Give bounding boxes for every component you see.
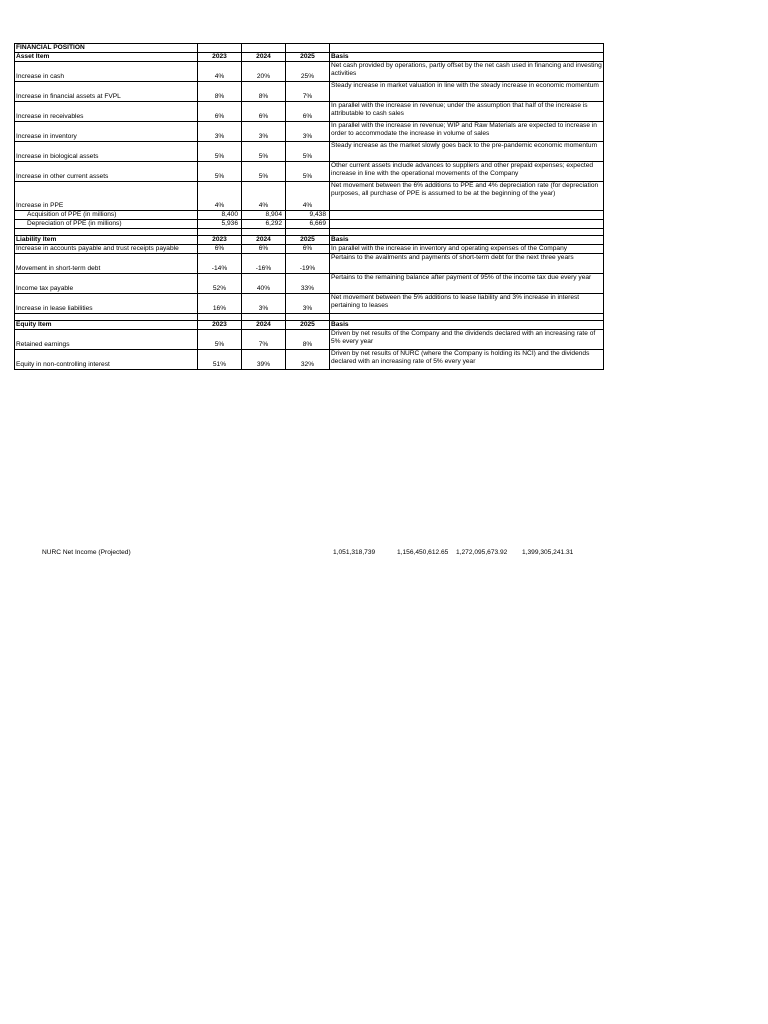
value-2023[interactable]: 3% [198, 122, 242, 142]
value-2023[interactable]: 4% [198, 62, 242, 82]
value-2024[interactable]: 6,292 [242, 220, 286, 229]
value-2024[interactable]: 39% [242, 350, 286, 370]
value-2024[interactable]: 4% [242, 182, 286, 211]
row-label[interactable]: Increase in cash [15, 62, 198, 82]
row-label[interactable]: Increase in lease liabilities [15, 294, 198, 314]
asset-item-header[interactable]: Asset Item [15, 53, 198, 62]
value-2023[interactable]: 8% [198, 82, 242, 102]
year-header-2023[interactable]: 2023 [198, 321, 242, 330]
nurc-net-income-value[interactable]: 1,156,450,612.65 [397, 549, 449, 556]
value-2025[interactable]: 6% [286, 102, 330, 122]
row-label[interactable]: Increase in financial assets at FVPL [15, 82, 198, 102]
value-2025[interactable]: 7% [286, 82, 330, 102]
table-row [15, 254, 604, 274]
basis-text[interactable]: Net movement between the 6% additions to PPE and 4% depreciation rate (for depreciation purposes, all purchase of PPE is assumed to be at the beginning of the year) [330, 182, 604, 211]
equity-item-header[interactable]: Equity Item [15, 321, 198, 330]
liability-header-row [15, 236, 604, 245]
spacer-row [15, 314, 604, 321]
value-2024[interactable]: 20% [242, 62, 286, 82]
liability-item-header[interactable]: Liability Item [15, 236, 198, 245]
row-label[interactable]: Increase in receivables [15, 102, 198, 122]
value-2024[interactable]: 5% [242, 162, 286, 182]
value-2025[interactable]: 5% [286, 142, 330, 162]
value-2025[interactable]: 6,669 [286, 220, 330, 229]
value-2023[interactable]: 6% [198, 102, 242, 122]
value-2024[interactable]: 7% [242, 330, 286, 350]
value-2025[interactable]: 33% [286, 274, 330, 294]
table-row [15, 162, 604, 182]
row-label[interactable]: Equity in non-controlling interest [15, 350, 198, 370]
basis-text[interactable]: Driven by net results of NURC (where the Company is holding its NCI) and the dividends declared with an increasing rate of 5% every year [330, 350, 604, 370]
row-label[interactable]: Income tax payable [15, 274, 198, 294]
year-header-2024[interactable]: 2024 [242, 236, 286, 245]
value-2024[interactable]: 3% [242, 294, 286, 314]
value-2023[interactable]: 5% [198, 142, 242, 162]
table-row [15, 211, 604, 220]
value-2023[interactable]: 52% [198, 274, 242, 294]
basis-text[interactable]: In parallel with the increase in revenue; under the assumption that half of the increase is attributable to cash sales [330, 102, 604, 122]
financial-position-sheet [14, 43, 604, 370]
value-2025[interactable]: 3% [286, 122, 330, 142]
value-2023[interactable]: -14% [198, 254, 242, 274]
value-2023[interactable]: 51% [198, 350, 242, 370]
sheet-title[interactable]: FINANCIAL POSITION [15, 44, 198, 53]
value-2024[interactable]: 6% [242, 102, 286, 122]
spacer-row [15, 229, 604, 236]
basis-text[interactable]: Net movement between the 5% additions to lease liability and 3% increase in interest pertaining to leases [330, 294, 604, 314]
value-2025[interactable]: 3% [286, 294, 330, 314]
equity-header-row [15, 321, 604, 330]
nurc-net-income-row [0, 549, 768, 559]
value-2024[interactable]: 3% [242, 122, 286, 142]
basis-header[interactable]: Basis [330, 321, 604, 330]
value-2024[interactable]: 5% [242, 142, 286, 162]
value-2025[interactable]: 25% [286, 62, 330, 82]
value-2025[interactable]: 32% [286, 350, 330, 370]
table-row [15, 62, 604, 82]
value-2024[interactable]: 6% [242, 245, 286, 254]
value-2023[interactable]: 8,400 [198, 211, 242, 220]
year-header-2025[interactable]: 2025 [286, 236, 330, 245]
basis-text[interactable]: In parallel with the increase in revenue; WIP and Raw Materials are expected to increase in order to accommodate the increase in volume of sales [330, 122, 604, 142]
year-header-2023[interactable]: 2023 [198, 236, 242, 245]
table-row [15, 350, 604, 370]
value-2024[interactable]: 8,904 [242, 211, 286, 220]
table-row [15, 82, 604, 102]
table-row [15, 274, 604, 294]
basis-text[interactable]: Pertains to the availments and payments of short-term debt for the next three years [330, 254, 604, 274]
nurc-net-income-value[interactable]: 1,051,318,739 [333, 549, 376, 556]
table-row [15, 330, 604, 350]
row-label[interactable]: Depreciation of PPE (in millions) [15, 220, 198, 229]
basis-text[interactable]: Driven by net results of the Company and the dividends declared with an increasing rate of 5% every year [330, 330, 604, 350]
basis-text[interactable]: In parallel with the increase in inventory and operating expenses of the Company [330, 245, 604, 254]
value-2023[interactable]: 5% [198, 330, 242, 350]
year-header-2025[interactable]: 2025 [286, 321, 330, 330]
table-row [15, 294, 604, 314]
row-label[interactable]: Increase in other current assets [15, 162, 198, 182]
basis-header[interactable]: Basis [330, 236, 604, 245]
value-2025[interactable]: 8% [286, 330, 330, 350]
value-2025[interactable]: 9,438 [286, 211, 330, 220]
basis-text[interactable]: Steady increase as the market slowly goes back to the pre-pandemic economic momentum [330, 142, 604, 162]
year-header-2023[interactable]: 2023 [198, 53, 242, 62]
table-row [15, 102, 604, 122]
value-2023[interactable]: 4% [198, 182, 242, 211]
year-header-2024[interactable]: 2024 [242, 53, 286, 62]
asset-header-row [15, 53, 604, 62]
basis-text[interactable]: Pertains to the remaining balance after payment of 95% of the income tax due every year [330, 274, 604, 294]
value-2024[interactable]: -16% [242, 254, 286, 274]
basis-text[interactable]: Steady increase in market valuation in line with the steady increase in economic momentum [330, 82, 604, 102]
table-row [15, 220, 604, 229]
row-label[interactable]: Increase in accounts payable and trust receipts payable [15, 245, 198, 254]
value-2025[interactable]: 4% [286, 182, 330, 211]
table-row [15, 142, 604, 162]
title-row [15, 44, 604, 53]
nurc-net-income-value[interactable]: 1,272,095,673.92 [456, 549, 508, 556]
row-label[interactable]: Increase in inventory [15, 122, 198, 142]
value-2023[interactable]: 6% [198, 245, 242, 254]
value-2025[interactable]: 5% [286, 162, 330, 182]
basis-text[interactable]: Net cash provided by operations, partly offset by the net cash used in financing and investing activities [330, 62, 604, 82]
row-label[interactable]: Increase in PPE [15, 182, 198, 211]
basis-text[interactable]: Other current assets include advances to suppliers and other prepaid expenses; expected increase in line with the operational movements of the Company [330, 162, 604, 182]
nurc-net-income-label[interactable]: NURC Net Income (Projected) [42, 549, 131, 556]
value-2025[interactable]: 6% [286, 245, 330, 254]
value-2024[interactable]: 40% [242, 274, 286, 294]
value-2024[interactable]: 8% [242, 82, 286, 102]
row-label[interactable]: Movement in short-term debt [15, 254, 198, 274]
year-header-2025[interactable]: 2025 [286, 53, 330, 62]
nurc-net-income-value[interactable]: 1,399,305,241.31 [522, 549, 574, 556]
row-label[interactable]: Retained earnings [15, 330, 198, 350]
basis-header[interactable]: Basis [330, 53, 604, 62]
row-label[interactable]: Acquisition of PPE (in millions) [15, 211, 198, 220]
year-header-2024[interactable]: 2024 [242, 321, 286, 330]
value-2025[interactable]: -19% [286, 254, 330, 274]
value-2023[interactable]: 5% [198, 162, 242, 182]
value-2023[interactable]: 16% [198, 294, 242, 314]
table-row [15, 245, 604, 254]
value-2023[interactable]: 5,936 [198, 220, 242, 229]
table-row [15, 122, 604, 142]
table-row [15, 182, 604, 211]
row-label[interactable]: Increase in biological assets [15, 142, 198, 162]
